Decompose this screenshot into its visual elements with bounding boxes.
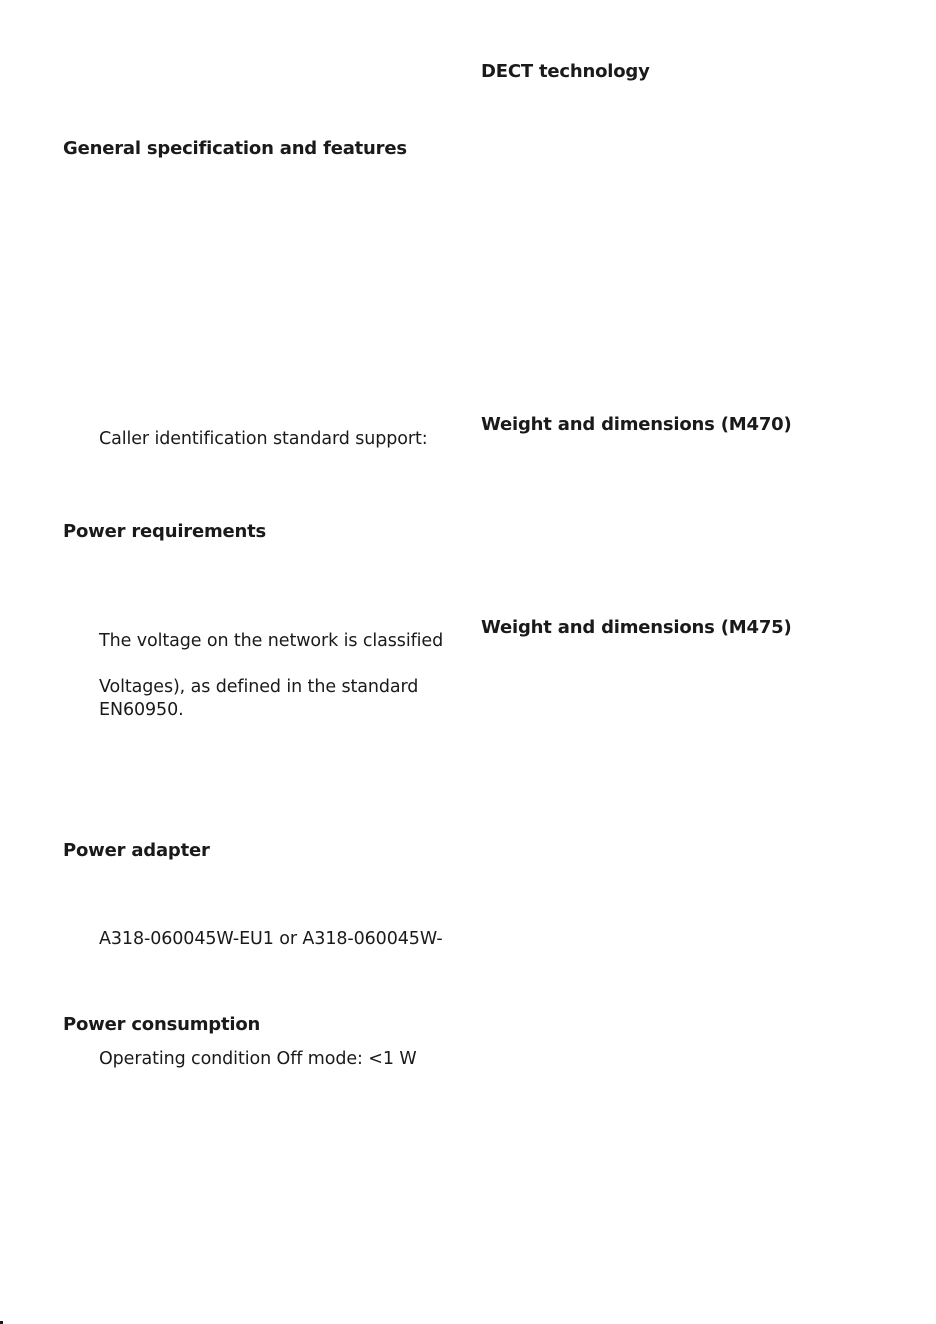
general-specification-heading: General specification and features [63,138,407,159]
power-consumption-heading: Power consumption [63,1014,261,1035]
dect-technology-heading: DECT technology [481,61,650,82]
weight-dimensions-m475-heading: Weight and dimensions (M475) [481,617,792,638]
voltage-classification-line-3: EN60950. [99,700,184,720]
operating-condition-text: Operating condition Off mode: <1 W [99,1049,417,1069]
weight-dimensions-m470-heading: Weight and dimensions (M470) [481,414,792,435]
caller-id-standard-text: Caller identification standard support: [99,429,428,449]
power-requirements-heading: Power requirements [63,521,267,542]
power-adapter-heading: Power adapter [63,840,210,861]
adapter-model-text: A318-060045W-EU1 or A318-060045W- [99,929,443,949]
voltage-classification-line-1: The voltage on the network is classified [99,631,444,651]
voltage-classification-line-2: Voltages), as defined in the standard [99,677,419,697]
